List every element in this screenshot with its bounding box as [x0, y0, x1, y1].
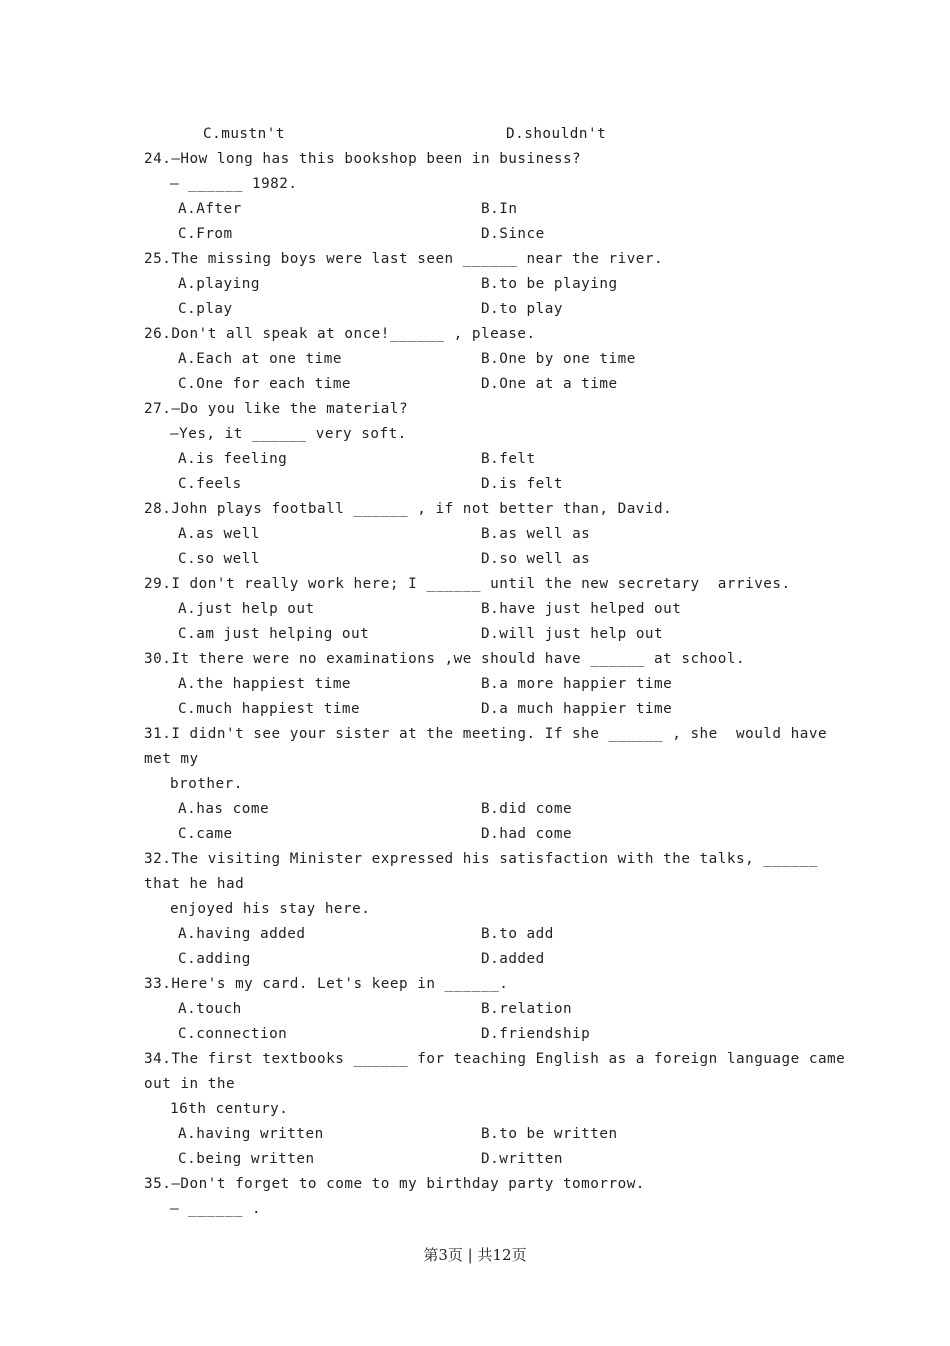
option-c-q25: C.play — [178, 301, 233, 317]
option-a-q26: A.Each at one time — [178, 351, 342, 367]
answer-line-24: — ______ 1982. — [170, 176, 298, 192]
question-31-wrap-1: met my — [144, 751, 199, 767]
option-c-q29: C.am just helping out — [178, 626, 370, 642]
option-c-q32: C.adding — [178, 951, 251, 967]
option-a-q34: A.having written — [178, 1126, 324, 1142]
question-32-wrap-2: enjoyed his stay here. — [170, 901, 371, 917]
option-c-q30: C.much happiest time — [178, 701, 361, 717]
option-a-q27: A.is feeling — [178, 451, 288, 467]
question-34: 34.The first textbooks ______ for teaching English as a foreign language came — [144, 1051, 846, 1067]
option-b-q26: B.One by one time — [481, 351, 636, 367]
question-31: 31.I didn't see your sister at the meeting. If she ______ , she would have — [144, 726, 828, 742]
question-32-wrap-1: that he had — [144, 876, 245, 892]
option-c-q24: C.From — [178, 226, 233, 242]
option-c-q33: C.connection — [178, 1026, 288, 1042]
option-b-q27: B.felt — [481, 451, 536, 467]
option-c-q34: C.being written — [178, 1151, 315, 1167]
option-b-q28: B.as well as — [481, 526, 591, 542]
question-34-wrap-2: 16th century. — [170, 1101, 289, 1117]
option-b-q25: B.to be playing — [481, 276, 618, 292]
option-c-q23: C.mustn't — [203, 126, 285, 142]
option-d-q31: D.had come — [481, 826, 573, 842]
question-26: 26.Don't all speak at once!______ , please. — [144, 326, 536, 342]
option-b-q32: B.to add — [481, 926, 554, 942]
option-a-q30: A.the happiest time — [178, 676, 352, 692]
question-25: 25.The missing boys were last seen ______ near the river. — [144, 251, 664, 267]
answer-line-27: —Yes, it ______ very soft. — [170, 426, 407, 442]
option-d-q24: D.Since — [481, 226, 545, 242]
option-a-q25: A.playing — [178, 276, 260, 292]
question-32: 32.The visiting Minister expressed his satisfaction with the talks, ______ — [144, 851, 818, 867]
answer-line-35: — ______ . — [170, 1201, 262, 1217]
option-d-q32: D.added — [481, 951, 545, 967]
question-30: 30.It there were no examinations ,we should have ______ at school. — [144, 651, 746, 667]
question-24: 24.—How long has this bookshop been in business? — [144, 151, 582, 167]
question-29: 29.I don't really work here; I ______ until the new secretary arrives. — [144, 576, 791, 592]
option-d-q30: D.a much happier time — [481, 701, 673, 717]
question-35: 35.—Don't forget to come to my birthday party tomorrow. — [144, 1176, 645, 1192]
option-d-q25: D.to play — [481, 301, 563, 317]
option-a-q33: A.touch — [178, 1001, 242, 1017]
option-d-q23: D.shouldn't — [506, 126, 607, 142]
question-27: 27.—Do you like the material? — [144, 401, 409, 417]
question-31-wrap-2: brother. — [170, 776, 243, 792]
option-d-q29: D.will just help out — [481, 626, 664, 642]
option-b-q33: B.relation — [481, 1001, 573, 1017]
option-b-q30: B.a more happier time — [481, 676, 673, 692]
option-a-q29: A.just help out — [178, 601, 315, 617]
option-d-q34: D.written — [481, 1151, 563, 1167]
option-a-q28: A.as well — [178, 526, 260, 542]
option-d-q33: D.friendship — [481, 1026, 591, 1042]
option-c-q28: C.so well — [178, 551, 260, 567]
option-b-q29: B.have just helped out — [481, 601, 682, 617]
option-c-q26: C.One for each time — [178, 376, 352, 392]
option-b-q34: B.to be written — [481, 1126, 618, 1142]
option-a-q24: A.After — [178, 201, 242, 217]
question-28: 28.John plays football ______ , if not better than, David. — [144, 501, 673, 517]
page-footer: 第3页 | 共12页 — [423, 1246, 527, 1264]
option-d-q28: D.so well as — [481, 551, 591, 567]
option-d-q26: D.One at a time — [481, 376, 618, 392]
option-c-q27: C.feels — [178, 476, 242, 492]
option-a-q32: A.having added — [178, 926, 306, 942]
question-33: 33.Here's my card. Let's keep in ______. — [144, 976, 509, 992]
option-a-q31: A.has come — [178, 801, 270, 817]
question-34-wrap-1: out in the — [144, 1076, 236, 1092]
option-d-q27: D.is felt — [481, 476, 563, 492]
option-b-q31: B.did come — [481, 801, 573, 817]
option-c-q31: C.came — [178, 826, 233, 842]
option-b-q24: B.In — [481, 201, 518, 217]
